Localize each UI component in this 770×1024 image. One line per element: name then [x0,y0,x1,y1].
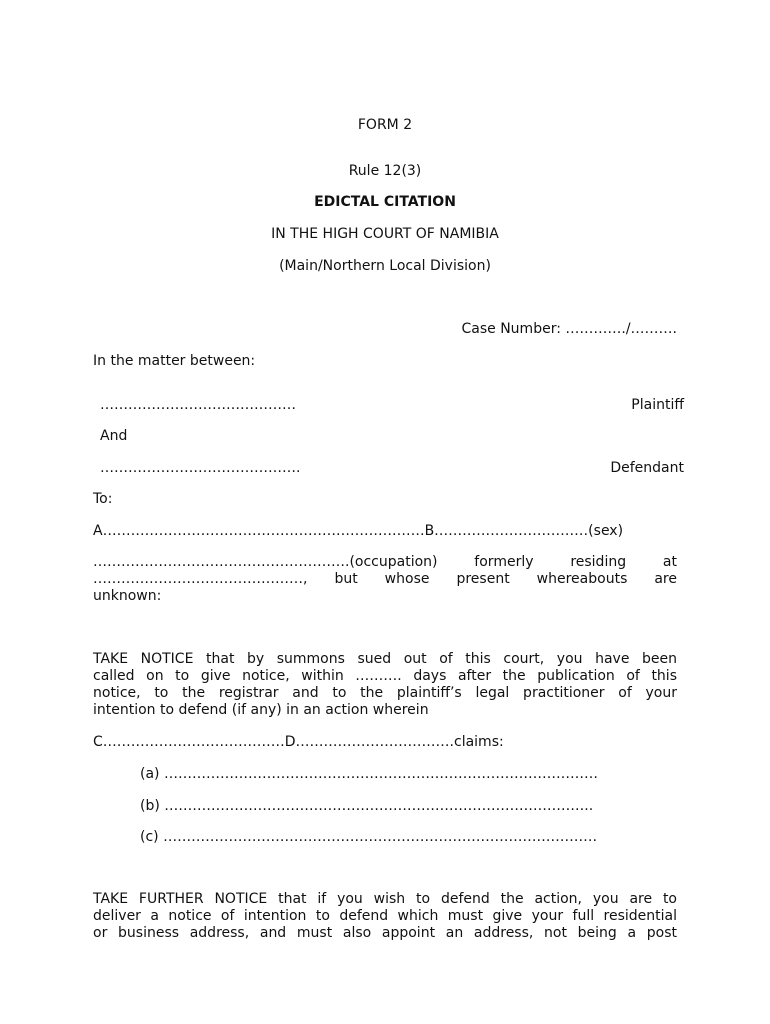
matter-between: In the matter between: [93,353,256,369]
claim-item-b: (b) ……………………………………………………………………………….. [140,798,594,814]
further-notice-paragraph [93,891,677,942]
court-name: IN THE HIGH COURT OF NAMIBIA [271,226,499,242]
further-notice-line-2: deliver a notice of intention to defend which must give your full residential [93,908,677,924]
notice-line-3: notice, to the registrar and to the plaintiff’s legal practitioner of your [93,685,677,701]
court-division: (Main/Northern Local Division) [279,258,491,274]
form-label: FORM 2 [357,117,413,133]
claims-line: C…………………………………D…………………………….claims: [93,734,504,750]
defendant-label: Defendant [610,460,684,476]
notice-paragraph [93,651,677,719]
defendant-blank: ……………………………………. [100,460,301,476]
to-label: To: [93,491,113,507]
claim-item-c: (c) ………………………………………………………………………………… [140,829,598,845]
plaintiff-blank: …………………………………… [100,397,296,413]
addressee-paragraph [93,554,677,605]
further-notice-line-1: TAKE FURTHER NOTICE that if you wish to defend the action, you are to [93,891,677,907]
notice-line-1: TAKE NOTICE that by summons sued out of this court, you have been [93,651,677,667]
rule-reference: Rule 12(3) [348,163,422,179]
document-title: EDICTAL CITATION [314,194,456,210]
addressee-line-2: ……………………………………………….(occupation) formerly residing at [93,554,677,570]
case-number: Case Number: …………./………. [461,321,677,337]
addressee-line-3: ………………………………………, but whose present whereabouts are [93,571,677,587]
notice-line-2: called on to give notice, within ………. days after the publication of this [93,668,677,684]
further-notice-line-3: or business address, and must also appoint an address, not being a post [93,925,677,941]
and-label: And [100,428,128,444]
addressee-line-4: unknown: [93,588,162,604]
plaintiff-label: Plaintiff [631,397,684,413]
addressee-line-1: A……………………………………………………………B……………………………(sex) [93,523,624,539]
claim-item-a: (a) ………………………………………………………………………………… [140,766,598,782]
notice-line-4: intention to defend (if any) in an action wherein [93,702,429,718]
